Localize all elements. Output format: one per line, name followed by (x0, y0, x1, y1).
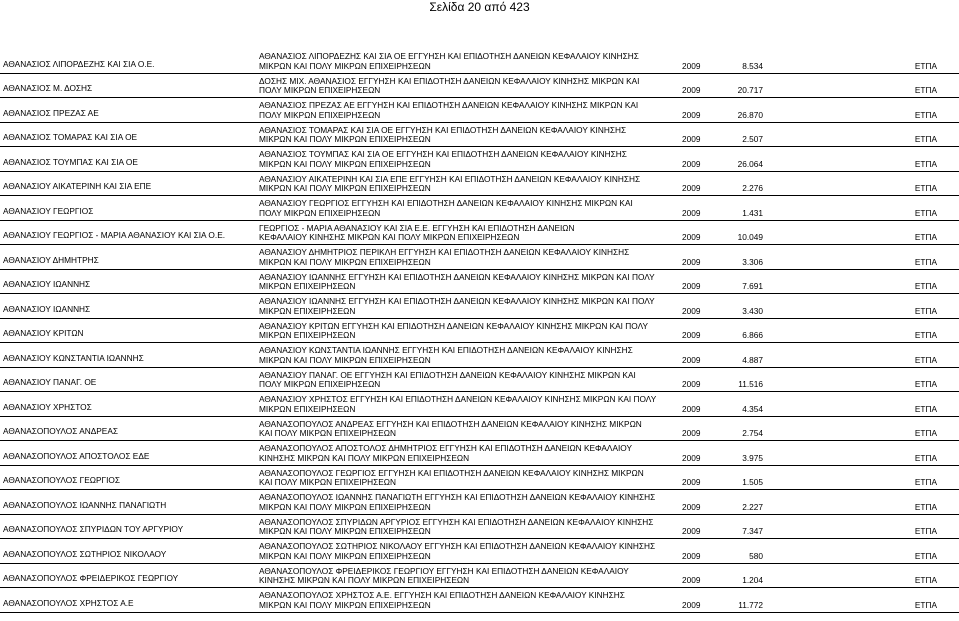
beneficiary-name: ΑΘΑΝΑΣΙΟΥ ΓΕΩΡΓΙΟΣ - ΜΑΡΙΑ ΑΘΑΝΑΣΙΟΥ ΚΑΙ ΣΙΑ Ο.Ε. (3, 230, 226, 241)
operation-description (259, 126, 679, 145)
fund-code-cell: ΕΤΠΑ (914, 428, 937, 439)
beneficiary-name: ΑΘΑΝΑΣΙΟΥ ΙΩΑΝΝΗΣ (3, 303, 91, 314)
operation-description (259, 77, 679, 96)
description-line-2: ΜΙΚΡΩΝ ΕΠΙΧΕΙΡΗΣΕΩΝ (259, 281, 356, 292)
description-line-2: ΜΙΚΡΩΝ ΚΑΙ ΠΟΛΥ ΜΙΚΡΩΝ ΕΠΙΧΕΙΡΗΣΕΩΝ (259, 501, 431, 512)
table-row (0, 490, 959, 515)
description-line-1: ΑΘΑΝΑΣΟΠΟΥΛΟΣ ΦΡΕΙΔΕΡΙΚΟΣ ΓΕΩΡΓΙΟΥ ΕΓΓΥΗΣΗ ΚΑΙ ΕΠΙΔΟΤΗΣΗ ΔΑΝΕΙΩΝ ΚΕΦΑΛΑΙΟΥ (259, 565, 629, 576)
description-line-1: ΑΘΑΝΑΣΟΠΟΥΛΟΣ ΑΝΔΡΕΑΣ ΕΓΓΥΗΣΗ ΚΑΙ ΕΠΙΔΟΤΗΣΗ ΔΑΝΕΙΩΝ ΚΕΦΑΛΑΙΟΥ ΚΙΝΗΣΗΣ ΜΙΚΡΩΝ (259, 418, 642, 429)
fund-code-cell: ΕΤΠΑ (914, 109, 937, 120)
table-row (0, 515, 959, 540)
description-line-1: ΑΘΑΝΑΣΟΠΟΥΛΟΣ ΓΕΩΡΓΙΟΣ ΕΓΓΥΗΣΗ ΚΑΙ ΕΠΙΔΟΤΗΣΗ ΔΑΝΕΙΩΝ ΚΕΦΑΛΑΙΟΥ ΚΙΝΗΣΗΣ ΜΙΚΡΩΝ (259, 467, 644, 478)
table-row (0, 74, 959, 99)
description-line-1: ΑΘΑΝΑΣΙΟΣ ΤΟΥΜΠΑΣ ΚΑΙ ΣΙΑ ΟΕ ΕΓΓΥΗΣΗ ΚΑΙ ΕΠΙΔΟΤΗΣΗ ΔΑΝΕΙΩΝ ΚΕΦΑΛΑΙΟΥ ΚΙΝΗΣΗΣ (259, 149, 627, 160)
year-cell: 2009 (682, 60, 701, 71)
operation-description (259, 346, 679, 365)
description-line-1: ΑΘΑΝΑΣΟΠΟΥΛΟΣ ΣΠΥΡΙΔΩΝ ΑΡΓΥΡΙΟΣ ΕΓΓΥΗΣΗ ΚΑΙ ΕΠΙΔΟΤΗΣΗ ΔΑΝΕΙΩΝ ΚΕΦΑΛΑΙΟΥ ΚΙΝΗΣΗΣ (259, 516, 654, 527)
year-cell: 2009 (682, 403, 701, 414)
amount-cell: 3.306 (742, 256, 763, 267)
beneficiary-name: ΑΘΑΝΑΣΙΟΣ ΤΟΜΑΡΑΣ ΚΑΙ ΣΙΑ ΟΕ (3, 132, 138, 143)
year-cell: 2009 (682, 85, 701, 96)
operation-description (259, 469, 679, 488)
year-cell: 2009 (682, 526, 701, 537)
beneficiary-name: ΑΘΑΝΑΣΙΟΥ ΠΑΝΑΓ. ΟΕ (3, 377, 97, 388)
beneficiary-name: ΑΘΑΝΑΣΙΟΥ ΧΡΗΣΤΟΣ (3, 401, 92, 412)
fund-code-cell: ΕΤΠΑ (914, 207, 937, 218)
beneficiary-name: ΑΘΑΝΑΣΙΟΣ ΠΡΕΖΑΣ ΑΕ (3, 107, 99, 118)
description-line-2: ΜΙΚΡΩΝ ΚΑΙ ΠΟΛΥ ΜΙΚΡΩΝ ΕΠΙΧΕΙΡΗΣΕΩΝ (259, 526, 431, 537)
table-row (0, 343, 959, 368)
year-cell: 2009 (682, 379, 701, 390)
fund-code-cell: ΕΤΠΑ (914, 256, 937, 267)
description-line-1: ΑΘΑΝΑΣΙΟΥ ΚΩΝΣΤΑΝΤΙΑ ΙΩΑΝΝΗΣ ΕΓΓΥΗΣΗ ΚΑΙ ΕΠΙΔΟΤΗΣΗ ΔΑΝΕΙΩΝ ΚΕΦΑΛΑΙΟΥ ΚΙΝΗΣΗΣ (259, 345, 633, 356)
year-cell: 2009 (682, 477, 701, 488)
beneficiary-name: ΑΘΑΝΑΣΟΠΟΥΛΟΣ ΧΡΗΣΤΟΣ Α.Ε (3, 597, 134, 608)
description-line-2: ΚΙΝΗΣΗΣ ΜΙΚΡΩΝ ΚΑΙ ΠΟΛΥ ΜΙΚΡΩΝ ΕΠΙΧΕΙΡΗΣΕΩΝ (259, 452, 470, 463)
description-line-1: ΑΘΑΝΑΣΙΟΥ ΚΡΙΤΩΝ ΕΓΓΥΗΣΗ ΚΑΙ ΕΠΙΔΟΤΗΣΗ ΔΑΝΕΙΩΝ ΚΕΦΑΛΑΙΟΥ ΚΙΝΗΣΗΣ ΜΙΚΡΩΝ ΚΑΙ ΠΟΛΥ (259, 320, 649, 331)
amount-cell: 11.772 (738, 599, 763, 610)
fund-code-cell: ΕΤΠΑ (914, 158, 937, 169)
fund-code-cell: ΕΤΠΑ (914, 526, 937, 537)
fund-code-cell: ΕΤΠΑ (914, 330, 937, 341)
fund-code-cell: ΕΤΠΑ (914, 305, 937, 316)
operation-description (259, 248, 679, 267)
operation-description (259, 591, 679, 610)
beneficiary-name: ΑΘΑΝΑΣΙΟΥ ΔΗΜΗΤΡΗΣ (3, 254, 99, 265)
description-line-1: ΑΘΑΝΑΣΙΟΣ ΤΟΜΑΡΑΣ ΚΑΙ ΣΙΑ ΟΕ ΕΓΓΥΗΣΗ ΚΑΙ ΕΠΙΔΟΤΗΣΗ ΔΑΝΕΙΩΝ ΚΕΦΑΛΑΙΟΥ ΚΙΝΗΣΗΣ (259, 124, 627, 135)
amount-cell: 2.276 (742, 183, 763, 194)
table-row (0, 368, 959, 393)
description-line-1: ΔΟΣΗΣ ΜΙΧ. ΑΘΑΝΑΣΙΟΣ ΕΓΓΥΗΣΗ ΚΑΙ ΕΠΙΔΟΤΗΣΗ ΔΑΝΕΙΩΝ ΚΕΦΑΛΑΙΟΥ ΚΙΝΗΣΗΣ ΜΙΚΡΩΝ ΚΑΙ (259, 75, 640, 86)
year-cell: 2009 (682, 501, 701, 512)
beneficiaries-table (0, 49, 959, 613)
fund-code-cell: ΕΤΠΑ (914, 452, 937, 463)
page-number-header: Σελίδα 20 από 423 (429, 0, 530, 14)
description-line-2: ΠΟΛΥ ΜΙΚΡΩΝ ΕΠΙΧΕΙΡΗΣΕΩΝ (259, 207, 381, 218)
table-row (0, 221, 959, 246)
table-row (0, 466, 959, 491)
amount-cell: 1.505 (742, 477, 763, 488)
amount-cell: 7.691 (742, 281, 763, 292)
description-line-1: ΑΘΑΝΑΣΟΠΟΥΛΟΣ ΑΠΟΣΤΟΛΟΣ ΔΗΜΗΤΡΙΟΣ ΕΓΓΥΗΣΗ ΚΑΙ ΕΠΙΔΟΤΗΣΗ ΔΑΝΕΙΩΝ ΚΕΦΑΛΑΙΟΥ (259, 443, 633, 454)
year-cell: 2009 (682, 428, 701, 439)
operation-description (259, 52, 679, 71)
description-line-1: ΑΘΑΝΑΣΙΟΥ ΧΡΗΣΤΟΣ ΕΓΓΥΗΣΗ ΚΑΙ ΕΠΙΔΟΤΗΣΗ ΔΑΝΕΙΩΝ ΚΕΦΑΛΑΙΟΥ ΚΙΝΗΣΗΣ ΜΙΚΡΩΝ ΚΑΙ ΠΟΛΥ (259, 394, 657, 405)
amount-cell: 26.064 (737, 158, 763, 169)
description-line-2: ΜΙΚΡΩΝ ΚΑΙ ΠΟΛΥ ΜΙΚΡΩΝ ΕΠΙΧΕΙΡΗΣΕΩΝ (259, 158, 431, 169)
description-line-1: ΑΘΑΝΑΣΟΠΟΥΛΟΣ ΙΩΑΝΝΗΣ ΠΑΝΑΓΙΩΤΗ ΕΓΓΥΗΣΗ ΚΑΙ ΕΠΙΔΟΤΗΣΗ ΔΑΝΕΙΩΝ ΚΕΦΑΛΑΙΟΥ ΚΙΝΗΣΗΣ (259, 492, 656, 503)
operation-description (259, 420, 679, 439)
description-line-1: ΑΘΑΝΑΣΟΠΟΥΛΟΣ ΧΡΗΣΤΟΣ Α.Ε. ΕΓΓΥΗΣΗ ΚΑΙ ΕΠΙΔΟΤΗΣΗ ΔΑΝΕΙΩΝ ΚΕΦΑΛΑΙΟΥ ΚΙΝΗΣΗΣ (259, 590, 625, 601)
operation-description (259, 297, 679, 316)
description-line-2: ΚΙΝΗΣΗΣ ΜΙΚΡΩΝ ΚΑΙ ΠΟΛΥ ΜΙΚΡΩΝ ΕΠΙΧΕΙΡΗΣΕΩΝ (259, 575, 470, 586)
fund-code-cell: ΕΤΠΑ (914, 575, 937, 586)
operation-description (259, 199, 679, 218)
amount-cell: 1.431 (742, 207, 763, 218)
year-cell: 2009 (682, 134, 701, 145)
beneficiary-name: ΑΘΑΝΑΣΙΟΥ ΑΙΚΑΤΕΡΙΝΗ ΚΑΙ ΣΙΑ ΕΠΕ (3, 181, 152, 192)
table-row (0, 98, 959, 123)
description-line-2: ΜΙΚΡΩΝ ΚΑΙ ΠΟΛΥ ΜΙΚΡΩΝ ΕΠΙΧΕΙΡΗΣΕΩΝ (259, 550, 431, 561)
beneficiary-name: ΑΘΑΝΑΣΟΠΟΥΛΟΣ ΣΩΤΗΡΙΟΣ ΝΙΚΟΛΑΟΥ (3, 548, 167, 559)
year-cell: 2009 (682, 452, 701, 463)
beneficiary-name: ΑΘΑΝΑΣΙΟΥ ΙΩΑΝΝΗΣ (3, 279, 91, 290)
description-line-1: ΑΘΑΝΑΣΟΠΟΥΛΟΣ ΣΩΤΗΡΙΟΣ ΝΙΚΟΛΑΟΥ ΕΓΓΥΗΣΗ ΚΑΙ ΕΠΙΔΟΤΗΣΗ ΔΑΝΕΙΩΝ ΚΕΦΑΛΑΙΟΥ ΚΙΝΗΣΗΣ (259, 541, 656, 552)
description-line-1: ΑΘΑΝΑΣΙΟΥ ΑΙΚΑΤΕΡΙΝΗ ΚΑΙ ΣΙΑ ΕΠΕ ΕΓΓΥΗΣΗ ΚΑΙ ΕΠΙΔΟΤΗΣΗ ΔΑΝΕΙΩΝ ΚΕΦΑΛΑΙΟΥ ΚΙΝΗΣΗΣ (259, 173, 641, 184)
year-cell: 2009 (682, 599, 701, 610)
description-line-2: ΜΙΚΡΩΝ ΕΠΙΧΕΙΡΗΣΕΩΝ (259, 403, 356, 414)
description-line-1: ΑΘΑΝΑΣΙΟΥ ΙΩΑΝΝΗΣ ΕΓΓΥΗΣΗ ΚΑΙ ΕΠΙΔΟΤΗΣΗ ΔΑΝΕΙΩΝ ΚΕΦΑΛΑΙΟΥ ΚΙΝΗΣΗΣ ΜΙΚΡΩΝ ΚΑΙ ΠΟΛΥ (259, 271, 655, 282)
description-line-2: ΜΙΚΡΩΝ ΚΑΙ ΠΟΛΥ ΜΙΚΡΩΝ ΕΠΙΧΕΙΡΗΣΕΩΝ (259, 134, 431, 145)
amount-cell: 2.227 (742, 501, 763, 512)
table-row (0, 441, 959, 466)
operation-description (259, 371, 679, 390)
amount-cell: 4.354 (742, 403, 763, 414)
table-row (0, 245, 959, 270)
description-line-2: ΠΟΛΥ ΜΙΚΡΩΝ ΕΠΙΧΕΙΡΗΣΕΩΝ (259, 109, 381, 120)
description-line-1: ΑΘΑΝΑΣΙΟΥ ΠΑΝΑΓ. ΟΕ ΕΓΓΥΗΣΗ ΚΑΙ ΕΠΙΔΟΤΗΣΗ ΔΑΝΕΙΩΝ ΚΕΦΑΛΑΙΟΥ ΚΙΝΗΣΗΣ ΜΙΚΡΩΝ ΚΑΙ (259, 369, 636, 380)
year-cell: 2009 (682, 354, 701, 365)
description-line-1: ΑΘΑΝΑΣΙΟΥ ΔΗΜΗΤΡΙΟΣ ΠΕΡΙΚΛΗ ΕΓΓΥΗΣΗ ΚΑΙ ΕΠΙΔΟΤΗΣΗ ΔΑΝΕΙΩΝ ΚΕΦΑΛΑΙΟΥ ΚΙΝΗΣΗΣ (259, 247, 630, 258)
table-row (0, 196, 959, 221)
fund-code-cell: ΕΤΠΑ (914, 599, 937, 610)
description-line-2: ΠΟΛΥ ΜΙΚΡΩΝ ΕΠΙΧΕΙΡΗΣΕΩΝ (259, 379, 381, 390)
operation-description (259, 150, 679, 169)
description-line-2: ΚΕΦΑΛΑΙΟΥ ΚΙΝΗΣΗΣ ΜΙΚΡΩΝ ΚΑΙ ΠΟΛΥ ΜΙΚΡΩΝ ΕΠΙΧΕΙΡΗΣΕΩΝ (259, 232, 520, 243)
amount-cell: 580 (749, 550, 763, 561)
description-line-2: ΜΙΚΡΩΝ ΚΑΙ ΠΟΛΥ ΜΙΚΡΩΝ ΕΠΙΧΕΙΡΗΣΕΩΝ (259, 599, 431, 610)
beneficiary-name: ΑΘΑΝΑΣΙΟΥ ΚΩΝΣΤΑΝΤΙΑ ΙΩΑΝΝΗΣ (3, 352, 144, 363)
amount-cell: 2.754 (742, 428, 763, 439)
table-row (0, 49, 959, 74)
table-row (0, 270, 959, 295)
year-cell: 2009 (682, 330, 701, 341)
amount-cell: 7.347 (742, 526, 763, 537)
fund-code-cell: ΕΤΠΑ (914, 85, 937, 96)
table-row (0, 392, 959, 417)
fund-code-cell: ΕΤΠΑ (914, 60, 937, 71)
table-row (0, 417, 959, 442)
description-line-2: ΜΙΚΡΩΝ ΕΠΙΧΕΙΡΗΣΕΩΝ (259, 305, 356, 316)
year-cell: 2009 (682, 207, 701, 218)
table-row (0, 172, 959, 197)
year-cell: 2009 (682, 575, 701, 586)
year-cell: 2009 (682, 232, 701, 243)
fund-code-cell: ΕΤΠΑ (914, 403, 937, 414)
beneficiary-name: ΑΘΑΝΑΣΟΠΟΥΛΟΣ ΙΩΑΝΝΗΣ ΠΑΝΑΓΙΩΤΗ (3, 499, 167, 510)
beneficiary-name: ΑΘΑΝΑΣΙΟΥ ΚΡΙΤΩΝ (3, 328, 84, 339)
amount-cell: 1.204 (742, 575, 763, 586)
beneficiary-name: ΑΘΑΝΑΣΙΟΣ ΛΙΠΟΡΔΕΖΗΣ ΚΑΙ ΣΙΑ Ο.Ε. (3, 58, 155, 69)
amount-cell: 10.049 (737, 232, 763, 243)
operation-description (259, 493, 679, 512)
table-row (0, 539, 959, 564)
description-line-2: ΚΑΙ ΠΟΛΥ ΜΙΚΡΩΝ ΕΠΙΧΕΙΡΗΣΕΩΝ (259, 477, 396, 488)
description-line-2: ΠΟΛΥ ΜΙΚΡΩΝ ΕΠΙΧΕΙΡΗΣΕΩΝ (259, 85, 381, 96)
fund-code-cell: ΕΤΠΑ (914, 134, 937, 145)
year-cell: 2009 (682, 109, 701, 120)
operation-description (259, 322, 679, 341)
amount-cell: 3.975 (742, 452, 763, 463)
fund-code-cell: ΕΤΠΑ (914, 501, 937, 512)
operation-description (259, 444, 679, 463)
operation-description (259, 175, 679, 194)
fund-code-cell: ΕΤΠΑ (914, 232, 937, 243)
operation-description (259, 224, 679, 243)
amount-cell: 11.516 (738, 379, 763, 390)
table-row (0, 123, 959, 148)
operation-description (259, 542, 679, 561)
fund-code-cell: ΕΤΠΑ (914, 183, 937, 194)
fund-code-cell: ΕΤΠΑ (914, 281, 937, 292)
fund-code-cell: ΕΤΠΑ (914, 379, 937, 390)
description-line-1: ΑΘΑΝΑΣΙΟΣ ΠΡΕΖΑΣ ΑΕ ΕΓΓΥΗΣΗ ΚΑΙ ΕΠΙΔΟΤΗΣΗ ΔΑΝΕΙΩΝ ΚΕΦΑΛΑΙΟΥ ΚΙΝΗΣΗΣ ΜΙΚΡΩΝ ΚΑΙ (259, 100, 639, 111)
beneficiary-name: ΑΘΑΝΑΣΟΠΟΥΛΟΣ ΑΝΔΡΕΑΣ (3, 426, 118, 437)
description-line-2: ΜΙΚΡΩΝ ΚΑΙ ΠΟΛΥ ΜΙΚΡΩΝ ΕΠΙΧΕΙΡΗΣΕΩΝ (259, 354, 431, 365)
year-cell: 2009 (682, 256, 701, 267)
fund-code-cell: ΕΤΠΑ (914, 550, 937, 561)
description-line-1: ΓΕΩΡΓΙΟΣ - ΜΑΡΙΑ ΑΘΑΝΑΣΙΟΥ ΚΑΙ ΣΙΑ Ε.Ε. ΕΓΓΥΗΣΗ ΚΑΙ ΕΠΙΔΟΤΗΣΗ ΔΑΝΕΙΩΝ (259, 222, 575, 233)
amount-cell: 6.866 (742, 330, 763, 341)
beneficiary-name: ΑΘΑΝΑΣΟΠΟΥΛΟΣ ΣΠΥΡΙΔΩΝ ΤΟΥ ΑΡΓΥΡΙΟΥ (3, 524, 184, 535)
fund-code-cell: ΕΤΠΑ (914, 477, 937, 488)
table-row (0, 588, 959, 613)
table-row (0, 147, 959, 172)
amount-cell: 2.507 (742, 134, 763, 145)
operation-description (259, 273, 679, 292)
amount-cell: 3.430 (742, 305, 763, 316)
amount-cell: 8.534 (742, 60, 763, 71)
operation-description (259, 567, 679, 586)
operation-description (259, 101, 679, 120)
description-line-2: ΜΙΚΡΩΝ ΚΑΙ ΠΟΛΥ ΜΙΚΡΩΝ ΕΠΙΧΕΙΡΗΣΕΩΝ (259, 256, 431, 267)
amount-cell: 20.717 (737, 85, 763, 96)
beneficiary-name: ΑΘΑΝΑΣΙΟΣ Μ. ΔΟΣΗΣ (3, 83, 93, 94)
amount-cell: 4.887 (742, 354, 763, 365)
table-row (0, 319, 959, 344)
description-line-1: ΑΘΑΝΑΣΙΟΥ ΙΩΑΝΝΗΣ ΕΓΓΥΗΣΗ ΚΑΙ ΕΠΙΔΟΤΗΣΗ ΔΑΝΕΙΩΝ ΚΕΦΑΛΑΙΟΥ ΚΙΝΗΣΗΣ ΜΙΚΡΩΝ ΚΑΙ ΠΟΛΥ (259, 296, 655, 307)
description-line-2: ΜΙΚΡΩΝ ΕΠΙΧΕΙΡΗΣΕΩΝ (259, 330, 356, 341)
beneficiary-name: ΑΘΑΝΑΣΟΠΟΥΛΟΣ ΑΠΟΣΤΟΛΟΣ ΕΔΕ (3, 450, 150, 461)
description-line-1: ΑΘΑΝΑΣΙΟΥ ΓΕΩΡΓΙΟΣ ΕΓΓΥΗΣΗ ΚΑΙ ΕΠΙΔΟΤΗΣΗ ΔΑΝΕΙΩΝ ΚΕΦΑΛΑΙΟΥ ΚΙΝΗΣΗΣ ΜΙΚΡΩΝ ΚΑΙ (259, 198, 633, 209)
year-cell: 2009 (682, 305, 701, 316)
fund-code-cell: ΕΤΠΑ (914, 354, 937, 365)
beneficiary-name: ΑΘΑΝΑΣΟΠΟΥΛΟΣ ΦΡΕΙΔΕΡΙΚΟΣ ΓΕΩΡΓΙΟΥ (3, 573, 179, 584)
amount-cell: 26.870 (737, 109, 763, 120)
year-cell: 2009 (682, 281, 701, 292)
description-line-1: ΑΘΑΝΑΣΙΟΣ ΛΙΠΟΡΔΕΖΗΣ ΚΑΙ ΣΙΑ ΟΕ ΕΓΓΥΗΣΗ ΚΑΙ ΕΠΙΔΟΤΗΣΗ ΔΑΝΕΙΩΝ ΚΕΦΑΛΑΙΟΥ ΚΙΝΗΣΗΣ (259, 51, 639, 62)
description-line-2: ΚΑΙ ΠΟΛΥ ΜΙΚΡΩΝ ΕΠΙΧΕΙΡΗΣΕΩΝ (259, 428, 396, 439)
beneficiary-name: ΑΘΑΝΑΣΟΠΟΥΛΟΣ ΓΕΩΡΓΙΟΣ (3, 475, 120, 486)
year-cell: 2009 (682, 550, 701, 561)
beneficiary-name: ΑΘΑΝΑΣΙΟΣ ΤΟΥΜΠΑΣ ΚΑΙ ΣΙΑ ΟΕ (3, 156, 138, 167)
table-row (0, 564, 959, 589)
beneficiary-name: ΑΘΑΝΑΣΙΟΥ ΓΕΩΡΓΙΟΣ (3, 205, 94, 216)
description-line-2: ΜΙΚΡΩΝ ΚΑΙ ΠΟΛΥ ΜΙΚΡΩΝ ΕΠΙΧΕΙΡΗΣΕΩΝ (259, 183, 431, 194)
operation-description (259, 518, 679, 537)
year-cell: 2009 (682, 158, 701, 169)
table-row (0, 294, 959, 319)
description-line-2: ΜΙΚΡΩΝ ΚΑΙ ΠΟΛΥ ΜΙΚΡΩΝ ΕΠΙΧΕΙΡΗΣΕΩΝ (259, 60, 431, 71)
operation-description (259, 395, 679, 414)
year-cell: 2009 (682, 183, 701, 194)
